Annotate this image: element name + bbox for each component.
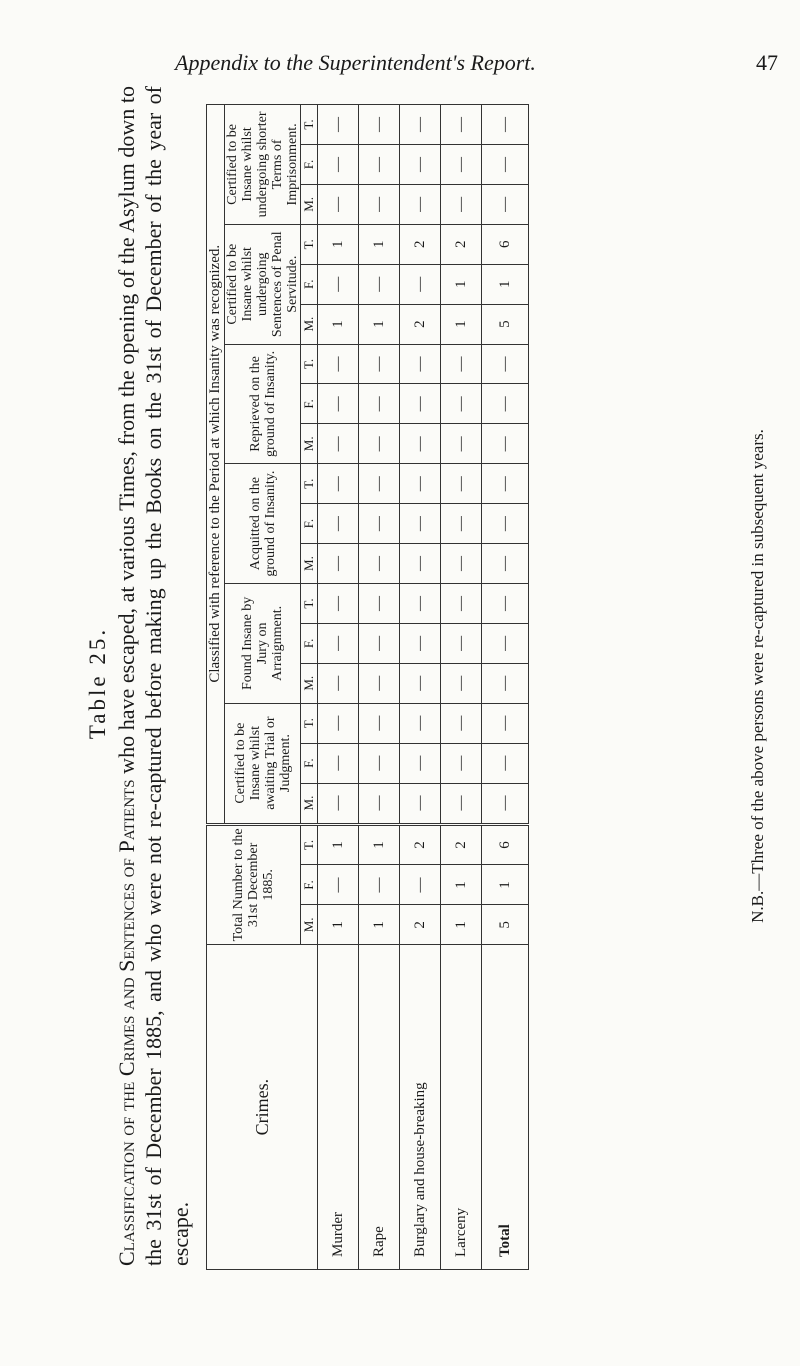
group-header: Certified to be Insane whilst undergoing shorter Terms of Imprisonment. — [225, 105, 301, 225]
value-cell: 5 — [482, 905, 529, 945]
value-cell: 5 — [482, 304, 529, 344]
value-cell: 1 — [318, 824, 359, 865]
sub-column-header: T. — [301, 224, 318, 264]
sub-column-header: M. — [301, 424, 318, 464]
value-cell: — — [400, 384, 441, 424]
classified-header: Classified with reference to the Period at which Insanity was recognized. — [207, 105, 225, 825]
value-cell: — — [441, 145, 482, 185]
value-cell: — — [482, 504, 529, 544]
value-cell: — — [359, 424, 400, 464]
value-cell: — — [359, 663, 400, 703]
value-cell: — — [400, 504, 441, 544]
classification-table — [206, 104, 529, 1270]
crime-name: Burglary and house-breaking — [400, 945, 441, 1270]
value-cell: — — [482, 623, 529, 663]
value-cell: — — [318, 504, 359, 544]
caption-rest: who have escaped, at various Times, from the opening of the Asylum down to the 31st of December 1885, and who were not re-captured before making up the Books on the 31st of December of the year of escape. — [114, 85, 193, 1266]
value-cell: 1 — [482, 865, 529, 905]
value-cell: — — [482, 544, 529, 584]
sub-column-header: T. — [301, 344, 318, 384]
value-cell: — — [359, 544, 400, 584]
crime-name: Larceny — [441, 945, 482, 1270]
value-cell: — — [318, 384, 359, 424]
table-caption — [113, 86, 194, 1266]
value-cell: — — [400, 264, 441, 304]
value-cell: — — [441, 384, 482, 424]
value-cell: — — [441, 584, 482, 624]
value-cell: — — [441, 424, 482, 464]
crime-name: Murder — [318, 945, 359, 1270]
value-cell: 2 — [400, 304, 441, 344]
value-cell: — — [441, 743, 482, 783]
value-cell: 2 — [400, 824, 441, 865]
value-cell: — — [318, 424, 359, 464]
value-cell: — — [318, 783, 359, 824]
value-cell: — — [359, 743, 400, 783]
value-cell: — — [359, 504, 400, 544]
value-cell: 1 — [441, 304, 482, 344]
value-cell: — — [482, 344, 529, 384]
sub-column-header: M. — [301, 544, 318, 584]
value-cell: — — [318, 584, 359, 624]
value-cell: — — [359, 105, 400, 145]
value-cell: — — [318, 623, 359, 663]
sub-column-header: M. — [301, 184, 318, 224]
sub-column-header: F. — [301, 623, 318, 663]
group-header: Reprieved on the ground of Insanity. — [225, 344, 301, 464]
sub-column-header: F. — [301, 384, 318, 424]
table-row — [441, 105, 482, 1270]
total-header: Total Number to the 31st December 1885. — [207, 824, 301, 945]
sub-column-header: T. — [301, 464, 318, 504]
sub-column-header: M. — [301, 905, 318, 945]
sub-column-header: F. — [301, 743, 318, 783]
value-cell: — — [400, 623, 441, 663]
value-cell: 6 — [482, 224, 529, 264]
value-cell: — — [318, 344, 359, 384]
value-cell: 1 — [482, 264, 529, 304]
value-cell: — — [359, 384, 400, 424]
value-cell: — — [318, 544, 359, 584]
value-cell: — — [359, 584, 400, 624]
sub-column-header: T. — [301, 584, 318, 624]
crimes-header: Crimes. — [207, 945, 318, 1270]
value-cell: — — [318, 865, 359, 905]
value-cell: 1 — [441, 264, 482, 304]
value-cell: — — [359, 264, 400, 304]
sub-column-header: T. — [301, 824, 318, 865]
value-cell: — — [482, 584, 529, 624]
value-cell: — — [400, 145, 441, 185]
value-cell: — — [318, 703, 359, 743]
value-cell: — — [482, 384, 529, 424]
value-cell: 1 — [359, 905, 400, 945]
value-cell: — — [359, 344, 400, 384]
sub-column-header: F. — [301, 865, 318, 905]
value-cell: 2 — [441, 824, 482, 865]
sub-column-header: M. — [301, 783, 318, 824]
value-cell: — — [441, 544, 482, 584]
value-cell: — — [482, 184, 529, 224]
sub-column-header: M. — [301, 663, 318, 703]
value-cell: — — [482, 464, 529, 504]
footnote: N.B.—Three of the above persons were re-captured in subsequent years. — [748, 429, 767, 923]
value-cell: — — [482, 105, 529, 145]
crime-name: Rape — [359, 945, 400, 1270]
value-cell: — — [441, 703, 482, 743]
value-cell: — — [400, 544, 441, 584]
caption-lead: Classification of the Crimes and Sentences of Patients — [114, 779, 139, 1266]
value-cell: — — [482, 783, 529, 824]
value-cell: 1 — [441, 905, 482, 945]
value-cell: 1 — [359, 824, 400, 865]
sub-column-header: F. — [301, 504, 318, 544]
value-cell: — — [400, 663, 441, 703]
value-cell: — — [441, 464, 482, 504]
value-cell: — — [400, 865, 441, 905]
group-header: Certified to be Insane whilst undergoing Sentences of Penal Servitude. — [225, 224, 301, 344]
value-cell: — — [482, 703, 529, 743]
table-row — [482, 105, 529, 1270]
value-cell: — — [318, 743, 359, 783]
value-cell: — — [359, 464, 400, 504]
value-cell: — — [482, 145, 529, 185]
value-cell: — — [359, 145, 400, 185]
value-cell: 6 — [482, 824, 529, 865]
table-row — [318, 105, 359, 1270]
value-cell: — — [441, 623, 482, 663]
value-cell: — — [318, 184, 359, 224]
value-cell: 2 — [400, 224, 441, 264]
group-header: Found Insane by Jury on Arraignment. — [225, 584, 301, 704]
sub-column-header: F. — [301, 145, 318, 185]
group-header: Acquitted on the ground of Insanity. — [225, 464, 301, 584]
value-cell: — — [482, 743, 529, 783]
value-cell: — — [441, 783, 482, 824]
value-cell: — — [441, 184, 482, 224]
value-cell: — — [359, 865, 400, 905]
value-cell: — — [400, 703, 441, 743]
value-cell: — — [359, 623, 400, 663]
table-row — [400, 105, 441, 1270]
value-cell: — — [441, 344, 482, 384]
value-cell: — — [318, 145, 359, 185]
sub-column-header: F. — [301, 264, 318, 304]
value-cell: — — [400, 743, 441, 783]
value-cell: — — [318, 464, 359, 504]
value-cell: — — [400, 464, 441, 504]
sub-column-header: T. — [301, 105, 318, 145]
group-header: Certified to be Insane whilst awaiting Trial or Judgment. — [225, 703, 301, 824]
value-cell: — — [400, 424, 441, 464]
value-cell: 1 — [359, 304, 400, 344]
crime-name: Total — [482, 945, 529, 1270]
value-cell: 2 — [441, 224, 482, 264]
value-cell: — — [359, 703, 400, 743]
table-row — [359, 105, 400, 1270]
value-cell: — — [441, 663, 482, 703]
value-cell: — — [359, 184, 400, 224]
value-cell: — — [318, 663, 359, 703]
value-cell: 2 — [400, 905, 441, 945]
value-cell: 1 — [318, 224, 359, 264]
value-cell: — — [441, 105, 482, 145]
value-cell: 1 — [318, 304, 359, 344]
sub-column-header: M. — [301, 304, 318, 344]
value-cell: — — [400, 783, 441, 824]
value-cell: — — [482, 424, 529, 464]
page-number: 47 — [756, 50, 778, 75]
value-cell: — — [400, 344, 441, 384]
value-cell: — — [482, 663, 529, 703]
value-cell: — — [441, 504, 482, 544]
value-cell: 1 — [359, 224, 400, 264]
value-cell: — — [400, 584, 441, 624]
value-cell: — — [400, 184, 441, 224]
value-cell: — — [318, 105, 359, 145]
value-cell: — — [318, 264, 359, 304]
value-cell: — — [400, 105, 441, 145]
running-title: Appendix to the Superintendent's Report. — [175, 50, 536, 75]
table-label: Table 25. — [85, 626, 110, 740]
sub-column-header: T. — [301, 703, 318, 743]
value-cell: — — [359, 783, 400, 824]
value-cell: 1 — [441, 865, 482, 905]
value-cell: 1 — [318, 905, 359, 945]
